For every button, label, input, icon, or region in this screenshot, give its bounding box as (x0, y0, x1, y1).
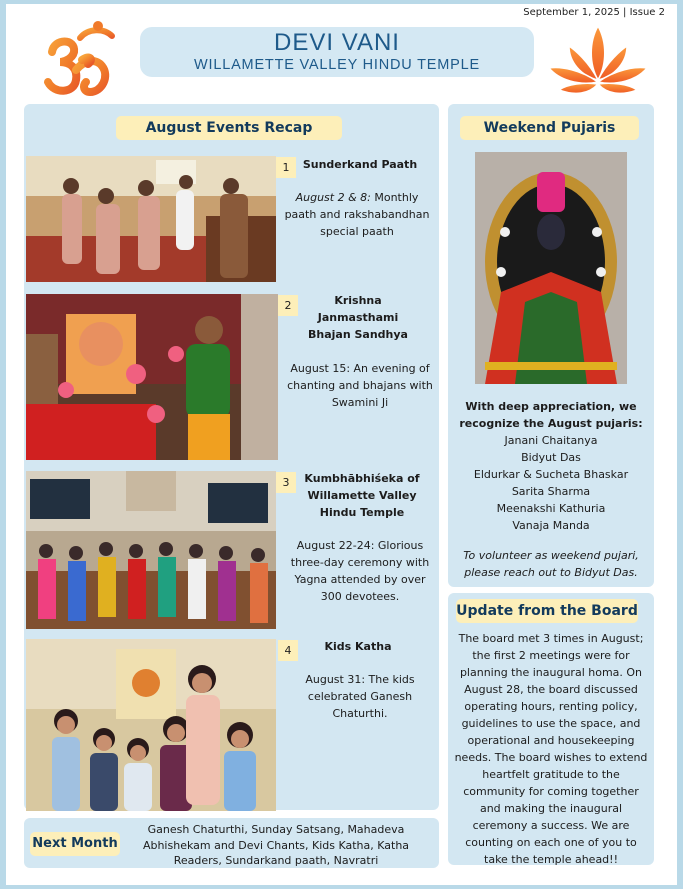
next-month-label: Next Month (30, 832, 120, 856)
date-issue: September 1, 2025 | Issue 2 (523, 7, 665, 18)
event-desc-2: August 15: An evening of chanting and bhajans with Swamini Ji (287, 362, 433, 409)
pujari-name: Bidyut Das (521, 451, 581, 464)
event-desc-3: August 22-24: Glorious three-day ceremony with Yagna attended by over 300 devotees. (290, 539, 430, 603)
lotus-icon (545, 24, 651, 98)
volunteer-note: To volunteer as weekend pujari, please reach out to Bidyut Das. (463, 549, 639, 579)
event-photo-sunderkand (26, 156, 276, 282)
event-photo-kids-katha (26, 639, 276, 811)
om-symbol-icon (40, 20, 120, 102)
event-date-1: August 2 & 8: (295, 191, 371, 204)
event-photo-kumbhabhisheka (26, 471, 276, 629)
pujari-name: Vanaja Manda (512, 519, 590, 532)
event-number-1: 1 (276, 157, 296, 178)
pujari-list (451, 398, 651, 534)
event-title-3: Kumbhābhiśeka of Willamette Valley Hindu Temple (304, 472, 420, 519)
next-month-items: Ganesh Chaturthi, Sunday Satsang, Mahadeva Abhishekam and Devi Chants, Kids Katha, Katha Readers, Sundarkand paath, Navratri (142, 823, 410, 867)
event-desc-4: August 31: The kids celebrated Ganesh Chaturthi. (305, 673, 415, 720)
event-number-3: 3 (276, 472, 296, 493)
events-heading: August Events Recap (116, 116, 342, 140)
board-heading: Update from the Board (456, 599, 638, 623)
event-number-4: 4 (278, 640, 298, 661)
board-update-text: The board met 3 times in August; the first 2 meetings were for planning the inaugural homa. On August 28, the board discussed operating hours, renting policy, guidelines to use the space, and operational and housekeeping needs. The board wishes to extend heartfelt gratitude to the community for coming together and making the inaugural ceremony a success. We are counting on each one of you to take the temple ahead!! (454, 632, 648, 866)
event-title-4: Kids Katha (324, 640, 392, 653)
pujari-name: Janani Chaitanya (504, 434, 598, 447)
masthead (140, 27, 534, 77)
temple-name: WILLAMETTE VALLEY HINDU TEMPLE (194, 57, 480, 73)
event-title-2: Krishna Janmasthami Bhajan Sandhya (308, 294, 408, 341)
devi-photo (475, 152, 627, 384)
pujari-name: Eldurkar & Sucheta Bhaskar (473, 468, 629, 481)
event-desc-1 (282, 189, 432, 240)
event-photo-janmasthami (26, 294, 278, 460)
pujari-name: Meenakshi Kathuria (496, 502, 606, 515)
event-number-2: 2 (278, 295, 298, 316)
pujaris-intro: With deep appreciation, we recognize the August pujaris: (459, 400, 643, 430)
newsletter-title: DEVI VANI (274, 29, 400, 56)
event-desc-1-text: Monthly paath and rakshabandhan special paath (284, 191, 430, 238)
event-title-1: Sunderkand Paath (302, 158, 418, 171)
pujari-name: Sarita Sharma (511, 485, 591, 498)
pujaris-heading: Weekend Pujaris (460, 116, 639, 140)
